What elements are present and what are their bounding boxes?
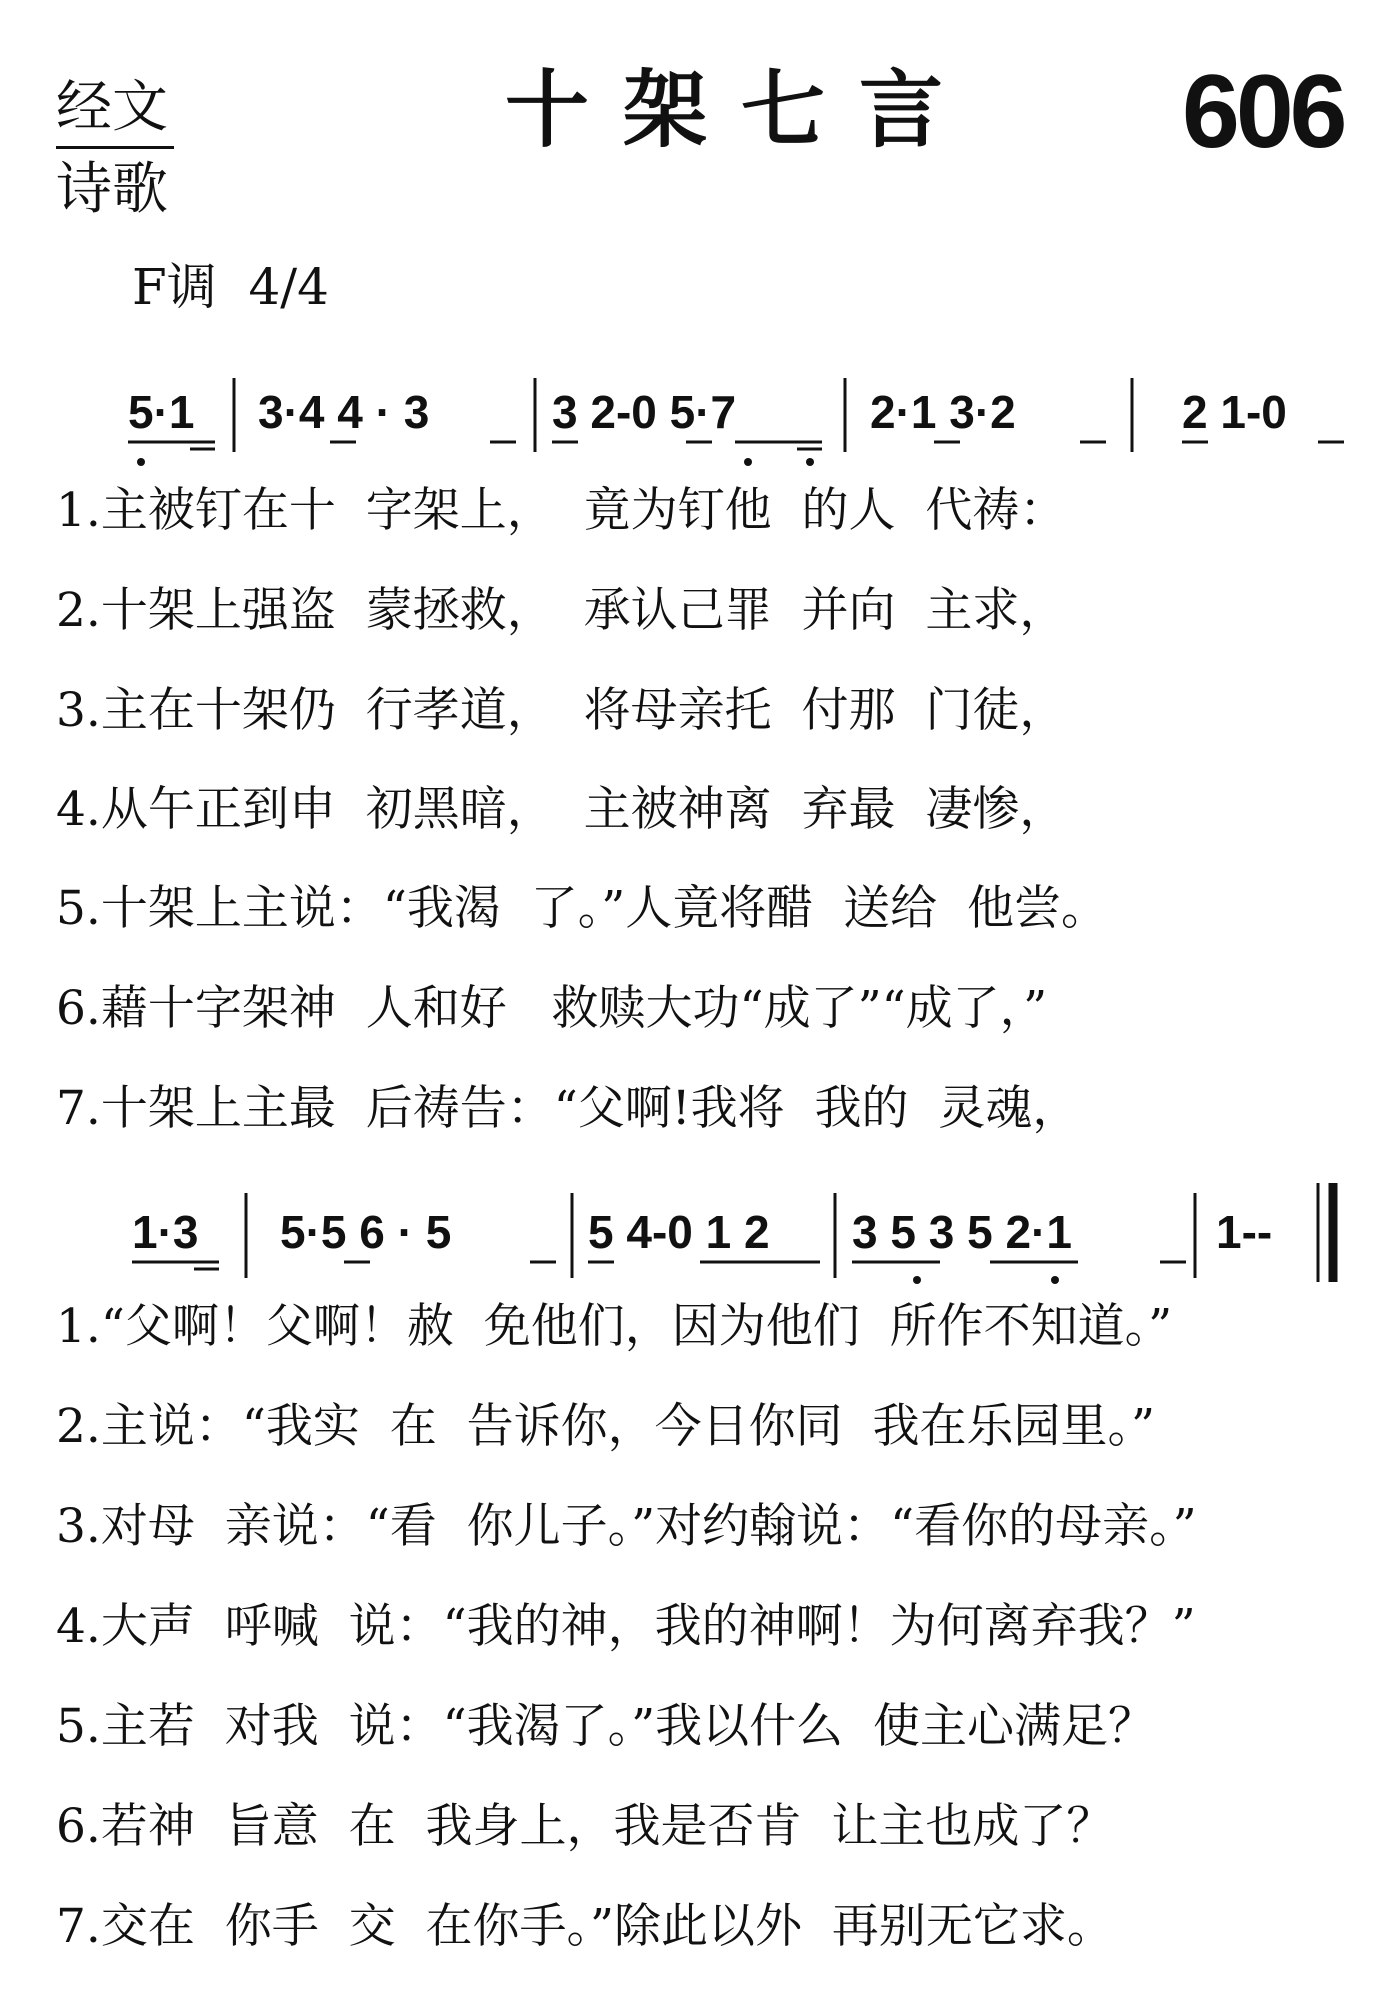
- verse-line: 5.十架上主说：“我渴 了。”人竟将醋 送给 他尝。: [56, 881, 1109, 936]
- verse-line: 3.对母 亲说：“看 你儿子。”对约翰说：“看你的母亲。”: [56, 1499, 1197, 1554]
- measure-2-3: 5 4-0 1 2: [588, 1206, 770, 1258]
- verse-line: 4.大声 呼喊 说：“我的神，我的神啊！为何离弃我？”: [56, 1599, 1196, 1654]
- verse-line: 7.十架上主最 后祷告：“父啊!我将 我的 灵魂，: [56, 1081, 1080, 1136]
- hymn-number: 606: [1182, 54, 1344, 170]
- measure-1-3: 3 2-0 5·7: [552, 386, 737, 438]
- category-bottom: 诗歌: [56, 157, 168, 222]
- measure-2-4: 3 5 3 5 2·1: [852, 1206, 1072, 1258]
- verse-line: 5.主若 对我 说：“我渴了。”我以什么 使主心满足？: [56, 1699, 1156, 1754]
- verse-line: 2.主说：“我实 在 告诉你，今日你同 我在乐园里。”: [56, 1399, 1156, 1454]
- measure-1-5: 2 1-0: [1182, 386, 1287, 438]
- category-top: 经文: [56, 75, 168, 140]
- verse-line: 3.主在十架仍 行孝道， 将母亲托 付那 门徒，: [56, 683, 1067, 738]
- octave-dots-2: [913, 1276, 1059, 1284]
- octave-dots-1: [137, 458, 814, 466]
- beams-2: [132, 1262, 1186, 1269]
- measure-2-2: 5·5 6 · 5: [280, 1206, 452, 1258]
- beams-1: [128, 442, 1344, 449]
- measure-1-1: 5·1: [128, 386, 195, 438]
- verse-line: 1.主被钉在十 字架上， 竟为钉他 的人 代祷：: [56, 483, 1067, 538]
- measure-2-1: 1·3: [132, 1206, 199, 1258]
- verse-line: 4.从午正到申 初黑暗， 主被神离 弃最 凄惨，: [56, 782, 1067, 837]
- key-signature: F调 4/4: [132, 258, 329, 316]
- hymn-title: 十架七言: [505, 61, 978, 159]
- verse-line: 1.“父啊！父啊！赦 免他们，因为他们 所作不知道。”: [56, 1299, 1173, 1354]
- measure-2-5: 1--: [1216, 1206, 1273, 1258]
- verse-line: 6.若神 旨意 在 我身上，我是否肯 让主也成了？: [56, 1799, 1114, 1854]
- verse-line: 2.十架上强盗 蒙拯救， 承认己罪 并向 主求，: [56, 583, 1067, 638]
- verse-line: 6.藉十字架神 人和好 救赎大功“成了”“成了，”: [56, 981, 1048, 1036]
- measure-1-4: 2·1 3·2: [870, 386, 1016, 438]
- verse-line: 7.交在 你手 交 在你手。”除此以外 再别无它求。: [56, 1899, 1114, 1954]
- measure-1-2: 3·4 4 · 3: [258, 386, 430, 438]
